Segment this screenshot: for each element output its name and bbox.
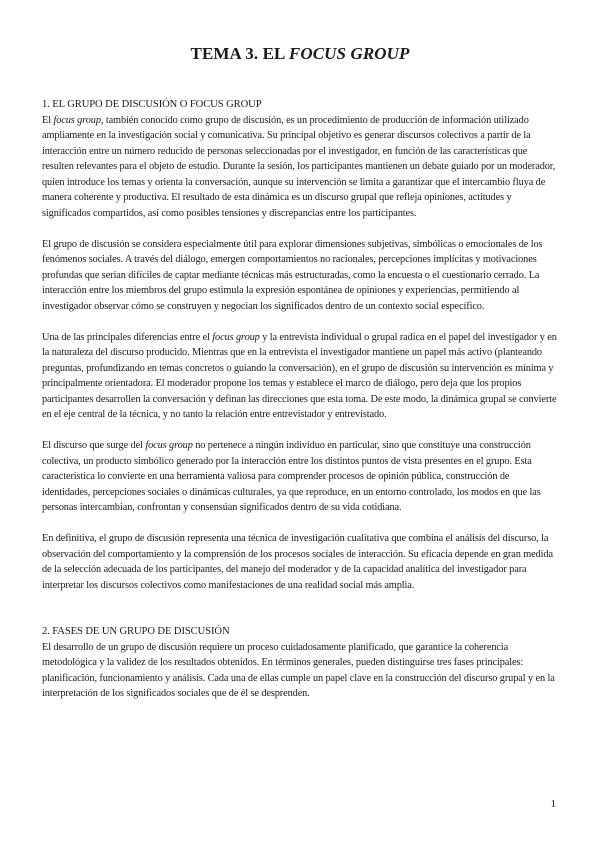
- document-title: [0, 44, 600, 64]
- section-1-paragraph-1: El focus group, también conocido como grupo de discusión, es un procedimiento de producción de información utilizado ampliamente en la investigación social y comunicativa. Su principal objetivo es generar discursos colectivos a partir de la interacción entre un número reducido de personas seleccionadas por el investigador, en función de las características que resulten relevantes para el objeto de estudio. Durante la sesión, los participantes mantienen un debate guiado por un moderador, quien introduce los temas y orienta la conversación, aunque su intervención se limita a garantizar que el intercambio fluya de manera coherente y productiva. El resultado de esta dinámica es un discurso grupal que refleja opiniones, actitudes y significados compartidos, así como posibles tensiones y discrepancias entre los participantes.: [42, 114, 556, 219]
- section-gap: [42, 609, 560, 625]
- italic-term: focus group: [145, 440, 193, 451]
- italic-term: focus group: [212, 331, 260, 343]
- page-number: 1: [550, 798, 556, 810]
- section-1-paragraph-2: El grupo de discusión se considera especialmente útil para explorar dimensiones subjetivas, simbólicas o emocionales de los fenómenos sociales. A través del diálogo, emergen comportamientos no racionales, percepciones implícitas y motivaciones profundas que serían difíciles de captar mediante técnicas más estructuradas, como la encuesta o el cuestionario cerrado. La interacción entre los miembros del grupo estimula la expresión espontánea de opiniones y experiencias, permitiendo al investigador observar cómo se construyen y negocian los significados dentro de un contexto social específico.: [42, 238, 543, 312]
- title-italic: FOCUS GROUP: [288, 44, 410, 63]
- section-1-paragraph-5: En definitiva, el grupo de discusión representa una técnica de investigación cualitativa que combina el análisis del discurso, la observación del comportamiento y la comprensión de los procesos sociales de interacción. Su eficacia depende en gran medida de la selección adecuada de los participantes, del manejo del moderador y de la capacidad analítica del investigador para interpretar los discursos colectivos como manifestaciones de una realidad social más amplia.: [42, 533, 553, 591]
- italic-term: focus group: [53, 114, 101, 126]
- section-1-paragraph-3: Una de las principales diferencias entre el focus group y la entrevista individual o grupal radica en el papel del investigador y en la naturaleza del discurso producido. Mientras que en la entrevista el investigador mantiene un papel más activo (planteando preguntas, profundizando en temas concretos o guiando la conversación), en el grupo de discusión su intervención es mínima y principalmente orientadora. El moderador propone los temas y establece el marco de diálogo, pero deja que los propios participantes desarrollen la conversación y definan las direcciones que esta toma. De este modo, la dinámica grupal se convierte en el eje central de la técnica, y no tanto la relación entre entrevistador y entrevistado.: [42, 331, 557, 420]
- section-2-paragraph-1: El desarrollo de un grupo de discusión requiere un proceso cuidadosamente planificado, que garantice la coherencia metodológica y la validez de los resultados obtenidos. En términos generales, pueden distinguirse tres fases principales: planificación, funcionamiento y análisis. Cada una de ellas cumple un papel clave en la construcción del discurso grupal y en la interpretación de los significados sociales que de él se desprenden.: [42, 641, 555, 699]
- section-2-heading: 2. FASES DE UN GRUPO DE DISCUSIÓN: [42, 626, 230, 637]
- title-prefix: TEMA 3. EL: [190, 44, 289, 63]
- section-1-heading: 1. EL GRUPO DE DISCUSIÓN O FOCUS GROUP: [42, 99, 262, 110]
- document-body: [42, 97, 560, 702]
- section-1-paragraph-4: El discurso que surge del focus group no pertenece a ningún individuo en particular, sino que constituye una construcción colectiva, un producto simbólico generado por la interacción entre los distintos puntos de vista presentes en el grupo. Esta característica lo convierte en una herramienta valiosa para comprender procesos de opinión pública, construcción de identidades, percepciones sociales o dinámicas culturales, ya que reproduce, en un entorno controlado, los modos en que las personas intercambian, confrontan y consensúan significados dentro de su vida cotidiana.: [42, 440, 541, 513]
